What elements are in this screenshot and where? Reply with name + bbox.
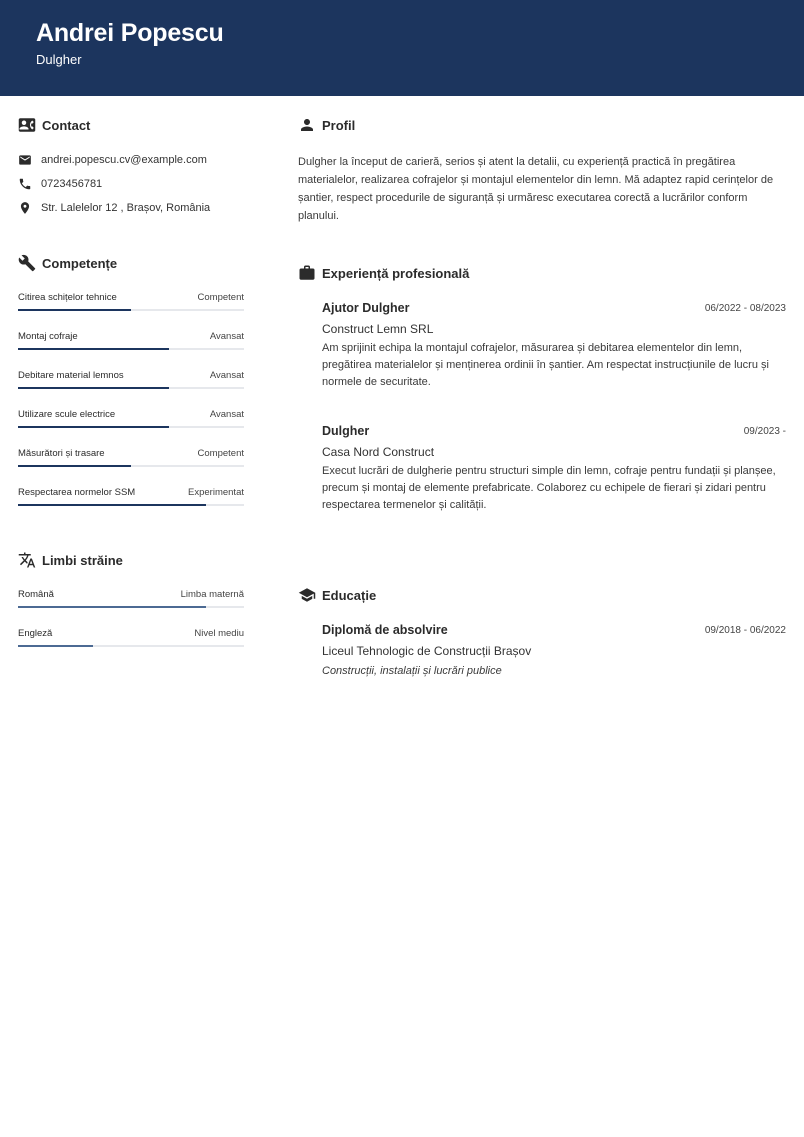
education-date: 09/2018 - 06/2022 <box>704 625 786 636</box>
graduation-cap-icon <box>298 586 316 604</box>
skill-level: Avansat <box>209 331 244 342</box>
job-date: 09/2023 - <box>743 426 786 437</box>
skill-item <box>18 448 244 470</box>
skill-bar-track <box>18 465 244 467</box>
skill-name: Montaj cofraje <box>18 331 78 342</box>
job-company: Casa Nord Construct <box>322 445 435 459</box>
phone-icon <box>18 177 32 191</box>
language-item <box>18 589 244 611</box>
skill-item <box>18 487 244 509</box>
skill-item <box>18 292 244 314</box>
contact-card-icon <box>18 116 36 134</box>
languages-title: Limbi străine <box>42 552 123 568</box>
profile-section-header <box>298 116 355 134</box>
job-description: Am sprijinit echipa la montajul cofrajelor, măsurarea și debitarea elementelor din lemn, pregătirea materialelor și menținerea ordinii în șantier. Am respectat instrucțiunile de lucru și normele de securitate. <box>322 342 769 388</box>
language-name: Engleză <box>18 628 53 639</box>
skill-level: Avansat <box>209 409 244 420</box>
skill-item <box>18 370 244 392</box>
skill-item <box>18 331 244 353</box>
experience-section-header <box>298 264 469 282</box>
skill-name: Utilizare scule electrice <box>18 409 116 420</box>
job-date: 06/2022 - 08/2023 <box>704 303 786 314</box>
languages-section-header <box>18 551 123 569</box>
contact-title: Contact <box>42 117 91 133</box>
language-bar-fill <box>18 645 93 647</box>
language-level: Nivel mediu <box>194 628 244 639</box>
job-description: Execut lucrări de dulgherie pentru structuri simple din lemn, cofraje pentru fundații și planșee, precum și montaj de elemente prefabricate. Colaborez cu echipele de fierari și zidari pentru respectarea termenelor și calității. <box>322 465 776 511</box>
skill-level: Experimentat <box>188 487 244 498</box>
contact-address-row <box>18 200 210 216</box>
skill-level: Avansat <box>209 370 244 381</box>
skill-name: Măsurători și trasare <box>18 448 105 459</box>
education-school: Liceul Tehnologic de Construcții Brașov <box>322 644 532 658</box>
contact-email[interactable]: andrei.popescu.cv@example.com <box>41 154 207 166</box>
skill-bar-track <box>18 309 244 311</box>
education-specialization: Construcții, instalații și lucrări publice <box>322 665 502 677</box>
translate-icon <box>18 551 36 569</box>
person-icon <box>298 116 316 134</box>
language-item <box>18 628 244 650</box>
skill-name: Citirea schițelor tehnice <box>18 292 117 303</box>
language-name: Română <box>18 589 54 600</box>
language-level: Limba maternă <box>180 589 244 600</box>
wrench-icon <box>18 254 36 272</box>
job-title: Ajutor Dulgher <box>322 301 410 315</box>
profile-title: Profil <box>322 117 356 133</box>
contact-section-header <box>18 116 90 134</box>
skill-level: Competent <box>197 292 244 303</box>
skill-name: Debitare material lemnos <box>18 370 124 381</box>
skills-title: Competențe <box>42 255 118 271</box>
skills-section-header <box>18 254 117 272</box>
skill-bar-fill <box>18 465 131 467</box>
education-degree: Diplomă de absolvire <box>322 623 448 637</box>
skill-bar-fill <box>18 504 206 506</box>
contact-phone-row <box>18 176 102 192</box>
skill-bar-track <box>18 348 244 350</box>
skill-bar-track <box>18 387 244 389</box>
language-bar-fill <box>18 606 206 608</box>
briefcase-icon <box>298 264 316 282</box>
contact-email-row <box>18 152 207 168</box>
skill-bar-track <box>18 426 244 428</box>
skill-bar-fill <box>18 348 169 350</box>
skill-level: Competent <box>197 448 244 459</box>
profile-text: Dulgher la început de carieră, serios și atent la detalii, cu experiență practică în pregătirea materialelor, realizarea cofrajelor și montajul elementelor din lemn. Mă adaptez rapid cerințelor de șantier, respect procedurile de siguranță și urmăresc executarea corectă a lucrărilor conform planului. <box>298 156 774 222</box>
experience-title: Experiență profesională <box>322 265 470 281</box>
education-section-header <box>298 586 376 604</box>
email-icon <box>18 153 32 167</box>
contact-address: Str. Lalelelor 12 , Brașov, România <box>41 202 211 214</box>
candidate-role: Dulgher <box>36 52 82 67</box>
language-bar-track <box>18 606 244 608</box>
skill-bar-fill <box>18 309 131 311</box>
job-company: Construct Lemn SRL <box>322 322 434 336</box>
resume-header <box>0 0 804 96</box>
skill-bar-fill <box>18 426 169 428</box>
education-title: Educație <box>322 587 377 603</box>
skill-bar-track <box>18 504 244 506</box>
candidate-name: Andrei Popescu <box>36 19 224 47</box>
skill-bar-fill <box>18 387 169 389</box>
language-bar-track <box>18 645 244 647</box>
location-pin-icon <box>18 201 32 215</box>
skill-item <box>18 409 244 431</box>
contact-phone[interactable]: 0723456781 <box>41 178 103 190</box>
skill-name: Respectarea normelor SSM <box>18 487 136 498</box>
job-title: Dulgher <box>322 424 370 438</box>
